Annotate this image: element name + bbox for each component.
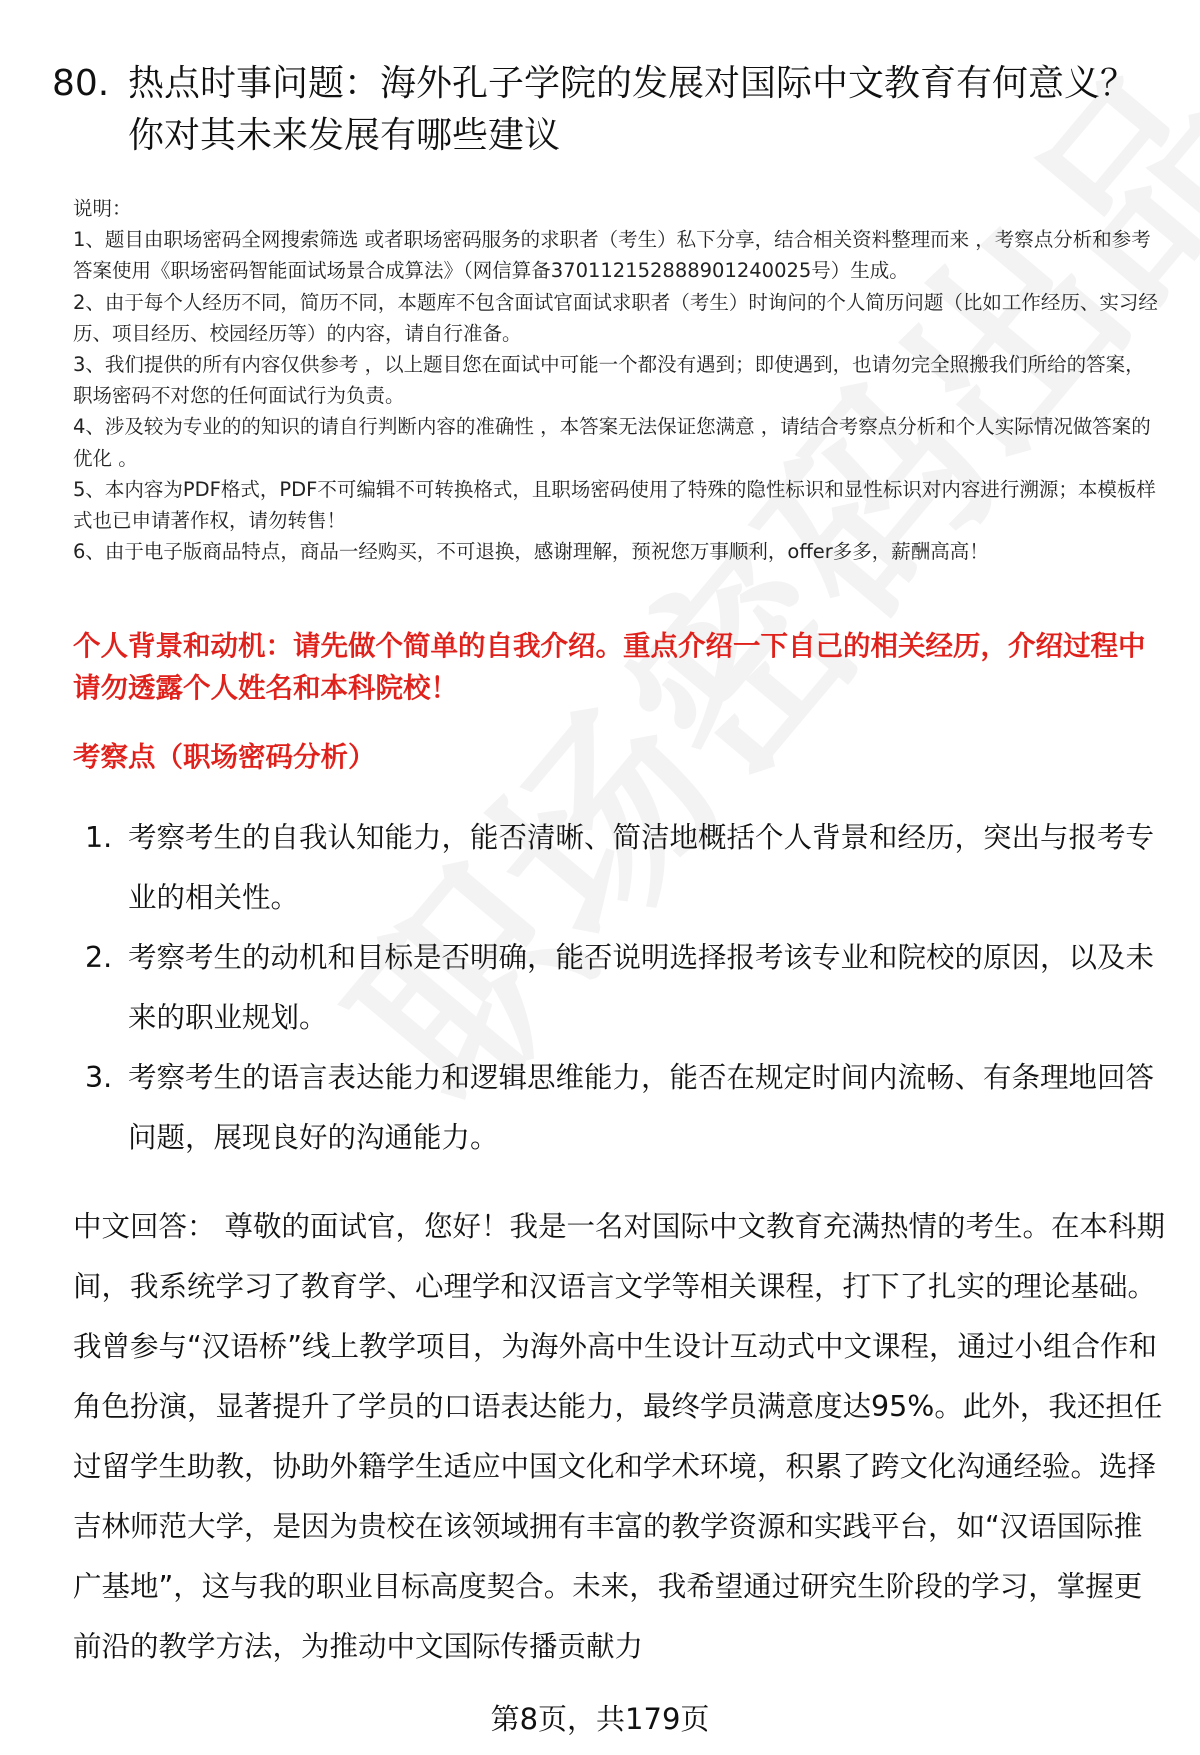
question-text: 热点时事问题：海外孔子学院的发展对国际中文教育有何意义？你对其未来发展有哪些建议 bbox=[128, 63, 1137, 156]
point-item bbox=[73, 808, 1163, 928]
notes-item: 3、我们提供的所有内容仅供参考 ，以上题目您在面试中可能一个都没有遇到；即使遇到，也请勿完全照搬我们所给的答案，职场密码不对您的任何面试行为负责。 bbox=[73, 353, 1145, 408]
section-background-heading: 个人背景和动机：请先做个简单的自我介绍。重点介绍一下自己的相关经历，介绍过程中请勿透露个人姓名和本科院校！ bbox=[73, 630, 1146, 704]
notes-item: 2、由于每个人经历不同，简历不同，本题库不包含面试官面试求职者（考生）时询问的个人简历问题（比如工作经历、实习经历、项目经历、校园经历等）的内容，请自行准备。 bbox=[73, 290, 1158, 345]
notes-item: 6、由于电子版商品特点，商品一经购买，不可退换，感谢理解，预祝您万事顺利，offer多多，薪酬高高！ bbox=[73, 540, 989, 564]
point-number: 2. bbox=[85, 941, 113, 974]
notes-label: 说明： bbox=[73, 197, 132, 220]
notes-item: 4、涉及较为专业的的知识的请自行判断内容的准确性 ，本答案无法保证您满意 ，请结合考察点分析和个人实际情况做答案的优化 。 bbox=[73, 415, 1151, 470]
points-list bbox=[73, 808, 1163, 1168]
point-text: 考察考生的语言表达能力和逻辑思维能力，能否在规定时间内流畅、有条理地回答问题，展现良好的沟通能力。 bbox=[128, 1061, 1155, 1154]
question-title bbox=[52, 58, 1162, 162]
question-number: 80. bbox=[52, 63, 110, 104]
notes-item: 5、本内容为PDF格式，PDF不可编辑不可转换格式，且职场密码使用了特殊的隐性标识和显性标识对内容进行溯源；本模板样式也已申请著作权，请勿转售！ bbox=[73, 477, 1156, 533]
point-item bbox=[73, 928, 1163, 1048]
notes-block bbox=[73, 193, 1163, 567]
point-number: 3. bbox=[85, 1061, 113, 1094]
point-text: 考察考生的动机和目标是否明确，能否说明选择报考该专业和院校的原因，以及未来的职业规划。 bbox=[128, 941, 1155, 1034]
answer-paragraph: 中文回答： 尊敬的面试官，您好！我是一名对国际中文教育充满热情的考生。在本科期间，我系统学习了教育学、心理学和汉语言文学等相关课程，打下了扎实的理论基础。我曾参与“汉语桥”线上教学项目，为海外高中生设计互动式中文课程，通过小组合作和角色扮演，显著提升了学员的口语表达能力，最终学员满意度达95%。此外，我还担任过留学生助教，协助外籍学生适应中国文化和学术环境，积累了跨文化沟通经验。选择吉林师范大学，是因为贵校在该领域拥有丰富的教学资源和实践平台，如“汉语国际推广基地”，这与我的职业目标高度契合。未来，我希望通过研究生阶段的学习，掌握更前沿的教学方法，为推动中文国际传播贡献力 bbox=[73, 1210, 1166, 1663]
point-number: 1. bbox=[85, 821, 113, 854]
notes-item: 1、题目由职场密码全网搜索筛选 或者职场密码服务的求职者（考生）私下分享，结合相关资料整理而来 ，考察点分析和参考答案使用《职场密码智能面试场景合成算法》（网信算备370112152888901240025号）生成。 bbox=[73, 228, 1151, 283]
section-points-heading: 考察点（职场密码分析） bbox=[73, 741, 376, 773]
point-item bbox=[73, 1048, 1163, 1168]
point-text: 考察考生的自我认知能力，能否清晰、简洁地概括个人背景和经历，突出与报考专业的相关性。 bbox=[128, 821, 1155, 914]
page-footer: 第8页，共179页 bbox=[490, 1702, 710, 1736]
